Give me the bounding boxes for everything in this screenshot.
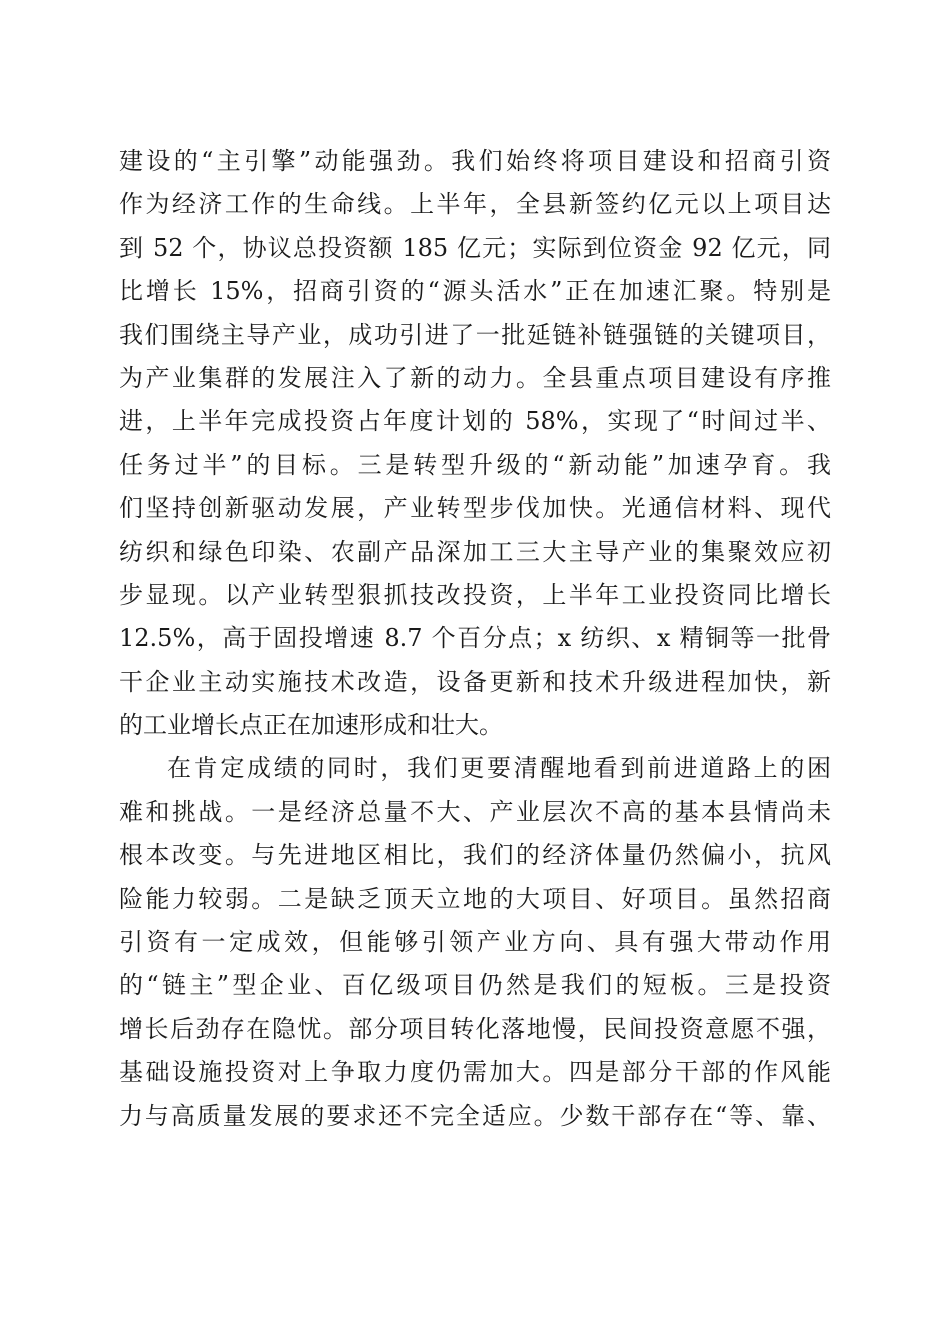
text-line: 比增长 15%，招商引资的“源头活水”正在加速汇聚。特别是 [119,277,831,306]
text-line: 我们围绕主导产业，成功引进了一批延链补链强链的关键项目， [119,320,831,349]
text-line: 难和挑战。一是经济总量不大、产业层次不高的基本县情尚未 [119,797,831,826]
paragraph-1 [119,140,831,747]
text-line: 进，上半年完成投资占年度计划的 58%，实现了“时间过半、 [119,407,831,436]
text-line: 根本改变。与先进地区相比，我们的经济体量仍然偏小，抗风 [119,841,831,870]
text-line: 建设的“主引擎”动能强劲。我们始终将项目建设和招商引资 [119,147,831,175]
text-line: 的“链主”型企业、百亿级项目仍然是我们的短板。三是投资 [119,971,831,1000]
text-line: 险能力较弱。二是缺乏顶天立地的大项目、好项目。虽然招商 [119,884,831,913]
text-line: 作为经济工作的生命线。上半年，全县新签约亿元以上项目达 [119,190,831,219]
text-line: 引资有一定成效，但能够引领产业方向、具有强大带动作用 [119,928,831,957]
text-line: 基础设施投资对上争取力度仍需加大。四是部分干部的作风能 [119,1058,831,1087]
text-line: 纺织和绿色印染、农副产品深加工三大主导产业的集聚效应初 [119,537,831,566]
text-line: 干企业主动实施技术改造，设备更新和技术升级进程加快，新 [119,667,831,696]
text-line: 任务过半”的目标。三是转型升级的“新动能”加速孕育。我 [119,450,831,479]
text-line: 增长后劲存在隐忧。部分项目转化落地慢，民间投资意愿不强， [119,1014,831,1043]
text-line: 12.5%，高于固投增速 8.7 个百分点；x 纺织、x 精铜等一批骨 [119,624,831,653]
text-line: 在肯定成绩的同时，我们更要清醒地看到前进道路上的困 [167,754,831,783]
text-line: 为产业集群的发展注入了新的动力。全县重点项目建设有序推 [119,363,831,392]
text-line: 步显现。以产业转型狠抓技改投资，上半年工业投资同比增长 [119,580,831,609]
paragraph-2 [119,747,831,1138]
text-line: 到 52 个，协议总投资额 185 亿元；实际到位资金 92 亿元，同 [119,233,831,262]
text-line: 们坚持创新驱动发展，产业转型步伐加快。光通信材料、现代 [119,494,831,523]
body-text [119,140,831,1138]
text-line: 力与高质量发展的要求还不完全适应。少数干部存在“等、靠、 [119,1101,831,1130]
text-line: 的工业增长点正在加速形成和壮大。 [119,711,503,740]
